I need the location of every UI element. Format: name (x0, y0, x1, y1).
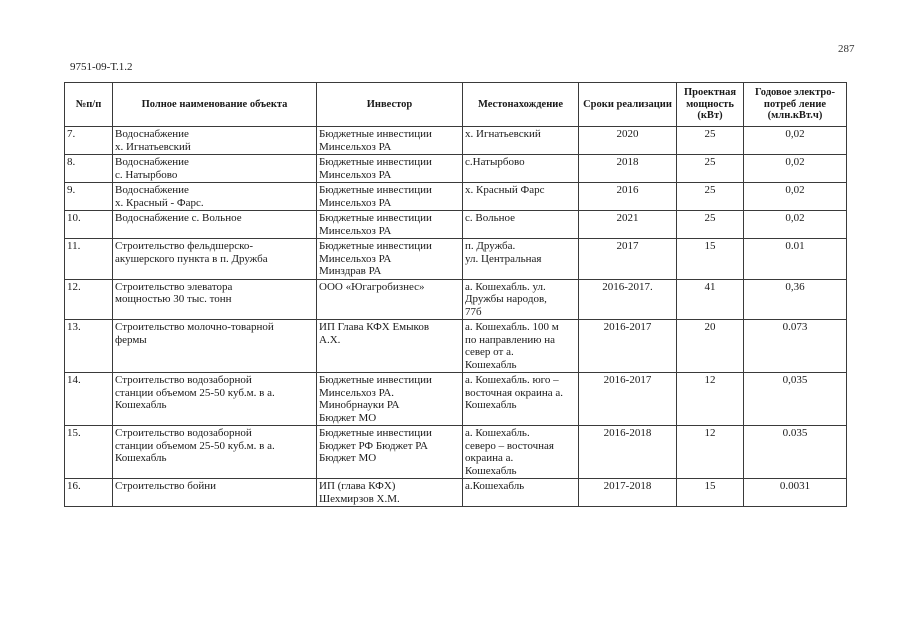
cell-location: с.Натырбово (463, 155, 579, 183)
header-investor: Инвестор (317, 83, 463, 127)
table-row (65, 239, 847, 280)
objects-table (64, 82, 847, 507)
cell-object-name: Водоснабжение с. Натырбово (113, 155, 317, 183)
cell-investor: ООО «Югагробизнес» (317, 279, 463, 320)
cell-object-name: Водоснабжение х. Красный - Фарс. (113, 183, 317, 211)
cell-consumption: 0,02 (744, 127, 847, 155)
header-object-name: Полное наименование объекта (113, 83, 317, 127)
cell-consumption: 0.0031 (744, 479, 847, 507)
cell-consumption: 0,035 (744, 373, 847, 426)
table-row (65, 479, 847, 507)
cell-terms: 2016-2017 (579, 320, 677, 373)
table-row (65, 373, 847, 426)
cell-investor: Бюджетные инвестиции Минсельхоз РА (317, 183, 463, 211)
cell-terms: 2017 (579, 239, 677, 280)
cell-terms: 2016-2017 (579, 373, 677, 426)
page-number: 287 (838, 43, 855, 55)
cell-investor: ИП (глава КФХ) Шехмирзов Х.М. (317, 479, 463, 507)
document-code: 9751-09-Т.1.2 (70, 61, 133, 73)
cell-num: 13. (65, 320, 113, 373)
cell-investor: Бюджетные инвестиции Минсельхоз РА (317, 211, 463, 239)
header-num: №п/п (65, 83, 113, 127)
cell-terms: 2016-2018 (579, 426, 677, 479)
header-consumption: Годовое электро-потреб ление (млн.кВт.ч) (744, 83, 847, 127)
cell-object-name: Водоснабжение с. Вольное (113, 211, 317, 239)
cell-consumption: 0.01 (744, 239, 847, 280)
cell-power: 25 (677, 155, 744, 183)
cell-num: 12. (65, 279, 113, 320)
table-header-row (65, 83, 847, 127)
cell-terms: 2020 (579, 127, 677, 155)
cell-location: а. Кошехабль. юго – восточная окраина а. Кошехабль (463, 373, 579, 426)
cell-num: 8. (65, 155, 113, 183)
cell-investor: ИП Глава КФХ Емыков А.Х. (317, 320, 463, 373)
cell-terms: 2016-2017. (579, 279, 677, 320)
cell-num: 11. (65, 239, 113, 280)
cell-object-name: Строительство водозаборной станции объемом 25-50 куб.м. в а. Кошехабль (113, 426, 317, 479)
cell-location: с. Вольное (463, 211, 579, 239)
cell-num: 9. (65, 183, 113, 211)
cell-num: 10. (65, 211, 113, 239)
cell-object-name: Строительство водозаборной станции объемом 25-50 куб.м. в а. Кошехабль (113, 373, 317, 426)
cell-object-name: Строительство молочно-товарной фермы (113, 320, 317, 373)
table-row (65, 211, 847, 239)
cell-terms: 2016 (579, 183, 677, 211)
cell-investor: Бюджетные инвестиции Минсельхоз РА (317, 155, 463, 183)
cell-investor: Бюджетные инвестиции Минсельхоз РА (317, 127, 463, 155)
cell-num: 16. (65, 479, 113, 507)
cell-object-name: Строительство элеватора мощностью 30 тыс. тонн (113, 279, 317, 320)
cell-object-name: Водоснабжение х. Игнатьевский (113, 127, 317, 155)
cell-location: а. Кошехабль. северо – восточная окраина а. Кошехабль (463, 426, 579, 479)
cell-investor: Бюджетные инвестиции Бюджет РФ Бюджет РА Бюджет МО (317, 426, 463, 479)
cell-num: 14. (65, 373, 113, 426)
cell-location: а. Кошехабль. 100 м по направлению на север от а. Кошехабль (463, 320, 579, 373)
cell-consumption: 0,02 (744, 183, 847, 211)
table-row (65, 155, 847, 183)
table-row (65, 127, 847, 155)
cell-power: 25 (677, 211, 744, 239)
cell-location: х. Красный Фарс (463, 183, 579, 211)
cell-location: а.Кошехабль (463, 479, 579, 507)
table-row (65, 183, 847, 211)
cell-terms: 2018 (579, 155, 677, 183)
cell-location: х. Игнатьевский (463, 127, 579, 155)
cell-location: п. Дружба. ул. Центральная (463, 239, 579, 280)
cell-object-name: Строительство бойни (113, 479, 317, 507)
cell-location: а. Кошехабль. ул. Дружбы народов, 77б (463, 279, 579, 320)
cell-power: 15 (677, 239, 744, 280)
cell-terms: 2017-2018 (579, 479, 677, 507)
cell-terms: 2021 (579, 211, 677, 239)
cell-object-name: Строительство фельдшерско- акушерского пункта в п. Дружба (113, 239, 317, 280)
header-location: Местонахождение (463, 83, 579, 127)
table-row (65, 279, 847, 320)
table-row (65, 426, 847, 479)
cell-power: 25 (677, 183, 744, 211)
cell-investor: Бюджетные инвестиции Минсельхоз РА. Минобрнауки РА Бюджет МО (317, 373, 463, 426)
cell-power: 12 (677, 373, 744, 426)
table-row (65, 320, 847, 373)
cell-consumption: 0,02 (744, 155, 847, 183)
cell-num: 7. (65, 127, 113, 155)
cell-power: 41 (677, 279, 744, 320)
cell-power: 12 (677, 426, 744, 479)
cell-investor: Бюджетные инвестиции Минсельхоз РА Минздрав РА (317, 239, 463, 280)
header-power: Проектная мощность (кВт) (677, 83, 744, 127)
cell-power: 20 (677, 320, 744, 373)
cell-num: 15. (65, 426, 113, 479)
cell-power: 25 (677, 127, 744, 155)
header-terms: Сроки реализации (579, 83, 677, 127)
table-body (65, 127, 847, 507)
cell-power: 15 (677, 479, 744, 507)
cell-consumption: 0.073 (744, 320, 847, 373)
cell-consumption: 0.035 (744, 426, 847, 479)
cell-consumption: 0,02 (744, 211, 847, 239)
cell-consumption: 0,36 (744, 279, 847, 320)
